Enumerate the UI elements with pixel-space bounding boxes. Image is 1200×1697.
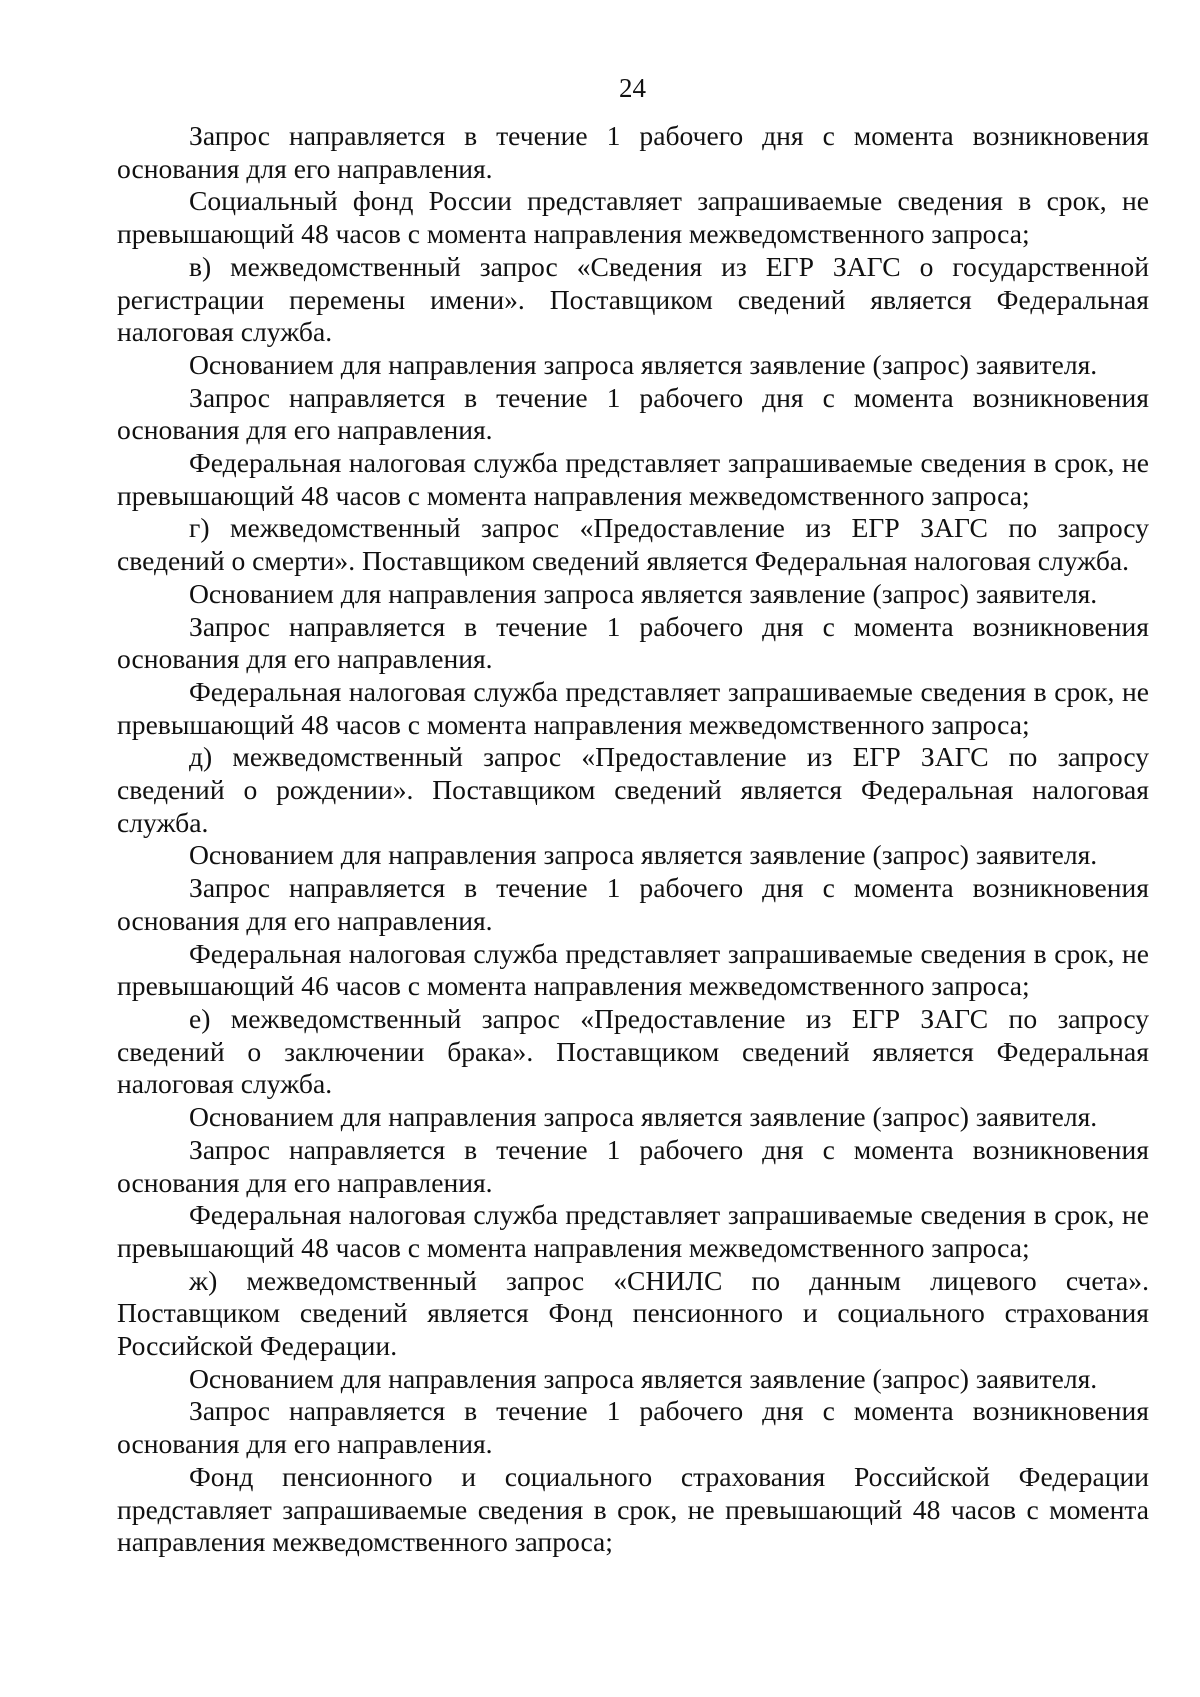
paragraph: Запрос направляется в течение 1 рабочего дня с момента возникновения основания для его направления. xyxy=(117,1133,1149,1198)
document-body xyxy=(117,120,1149,1559)
paragraph: Основанием для направления запроса является заявление (запрос) заявителя. xyxy=(189,577,1098,609)
paragraph: Запрос направляется в течение 1 рабочего дня с момента возникновения основания для его направления. xyxy=(117,872,1149,936)
paragraph: Основанием для направления запроса является заявление (запрос) заявителя. xyxy=(189,348,1098,380)
paragraph: Федеральная налоговая служба представляет запрашиваемые сведения в срок, не превышающий 48 часов с момента направления межведомственного запроса; xyxy=(117,675,1149,740)
paragraph: е) межведомственный запрос «Предоставление из ЕГР ЗАГС по запросу сведений о заключении брака». Поставщиком сведений является Федеральная налоговая служба. xyxy=(117,1002,1149,1100)
paragraph: Фонд пенсионного и социального страхования Российской Федерации представляет запрашиваемые сведения в срок, не превышающий 48 часов с момента направления межведомственного запроса; xyxy=(117,1460,1149,1558)
paragraph: Запрос направляется в течение 1 рабочего дня с момента возникновения основания для его направления. xyxy=(117,381,1149,446)
paragraph: Запрос направляется в течение 1 рабочего дня с момента возникновения основания для его направления. xyxy=(117,1395,1149,1460)
paragraph: Федеральная налоговая служба представляет запрашиваемые сведения в срок, не превышающий 46 часов с момента направления межведомственного запроса; xyxy=(117,937,1149,1002)
paragraph: Федеральная налоговая служба представляет запрашиваемые сведения в срок, не превышающий 48 часов с момента направления межведомственного запроса; xyxy=(117,1199,1149,1263)
page-number: 24 xyxy=(619,73,646,103)
paragraph: д) межведомственный запрос «Предоставление из ЕГР ЗАГС по запросу сведений о рождении». Поставщиком сведений является Федеральная налоговая служба. xyxy=(117,741,1149,838)
paragraph: Основанием для направления запроса является заявление (запрос) заявителя. xyxy=(189,1101,1098,1133)
paragraph: в) межведомственный запрос «Сведения из ЕГР ЗАГС о государственной регистрации перемены имени». Поставщиком сведений является Федеральная налоговая служба. xyxy=(117,250,1149,348)
paragraph: Основанием для направления запроса является заявление (запрос) заявителя. xyxy=(189,839,1098,871)
paragraph: Запрос направляется в течение 1 рабочего дня с момента возникновения основания для его направления. xyxy=(117,610,1149,675)
paragraph: ж) межведомственный запрос «СНИЛС по данным лицевого счета». Поставщиком сведений является Фонд пенсионного и социального страхования Российской Федерации. xyxy=(117,1264,1149,1362)
paragraph: Социальный фонд России представляет запрашиваемые сведения в срок, не превышающий 48 часов с момента направления межведомственного запроса; xyxy=(117,185,1149,250)
paragraph: Запрос направляется в течение 1 рабочего дня с момента возникновения основания для его направления. xyxy=(117,120,1149,184)
paragraph: г) межведомственный запрос «Предоставление из ЕГР ЗАГС по запросу сведений о смерти». Поставщиком сведений является Федеральная налоговая служба. xyxy=(117,512,1149,577)
paragraph: Федеральная налоговая служба представляет запрашиваемые сведения в срок, не превышающий 48 часов с момента направления межведомственного запроса; xyxy=(117,447,1149,511)
paragraph: Основанием для направления запроса является заявление (запрос) заявителя. xyxy=(189,1362,1098,1394)
